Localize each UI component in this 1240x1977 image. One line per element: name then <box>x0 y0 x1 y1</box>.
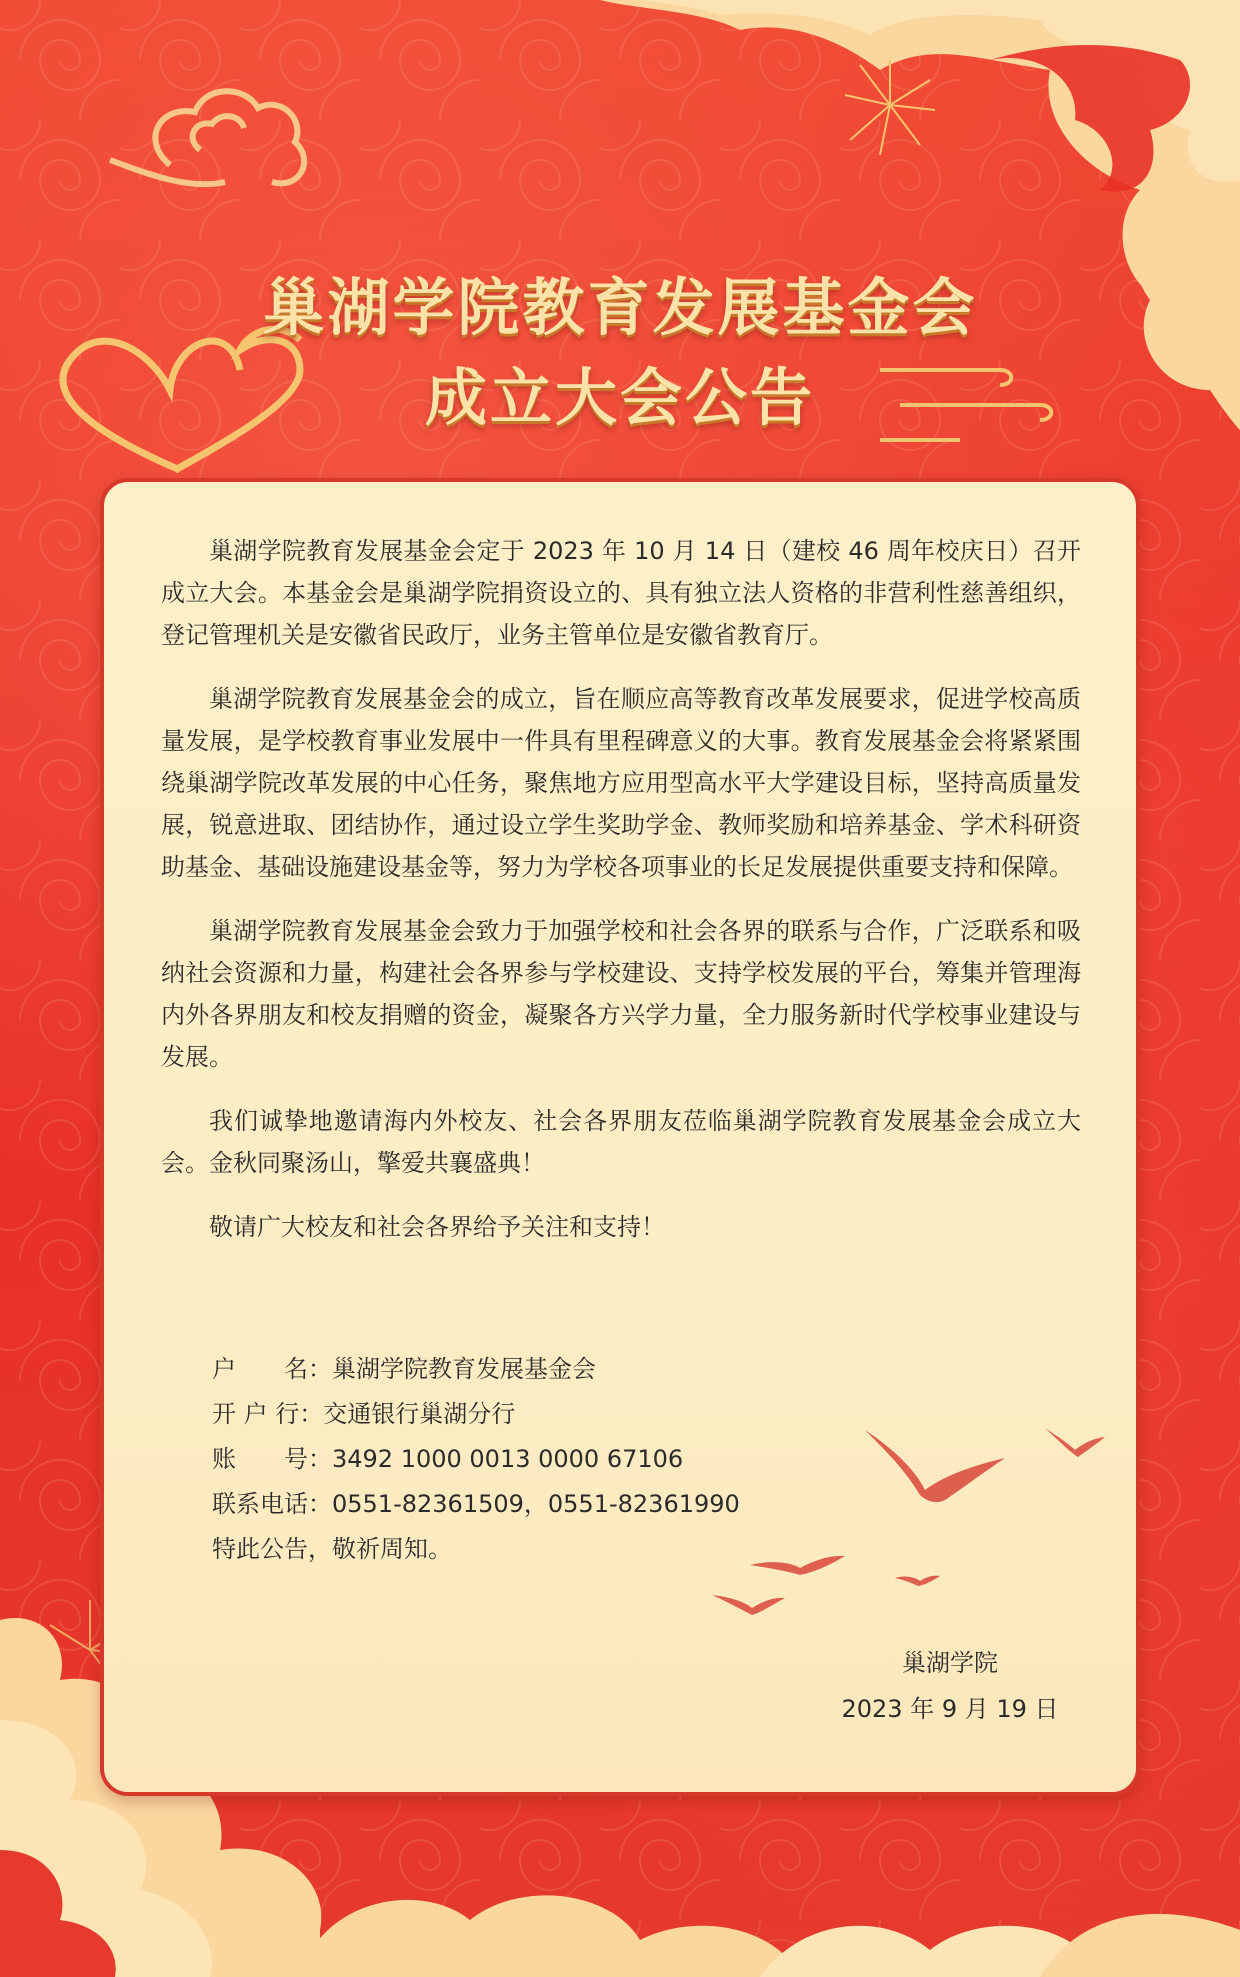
phone-label: 联系电话： <box>212 1490 332 1518</box>
paragraph-4: 我们诚挚地邀请海内外校友、社会各界朋友莅临巢湖学院教育发展基金会成立大会。金秋同聚汤山，擎爱共襄盛典！ <box>161 1107 1081 1177</box>
paragraph-3: 巢湖学院教育发展基金会致力于加强学校和社会各界的联系与合作，广泛联系和吸纳社会资源和力量，构建社会各界参与学校建设、支持学校发展的平台，筹集并管理海内外各界朋友和校友捐赠的资金，凝聚各方兴学力量，全力服务新时代学校事业建设与发展。 <box>161 917 1081 1071</box>
closing-line: 敬请广大校友和社会各界给予关注和支持！ <box>209 1213 665 1241</box>
bank-value: 交通银行巢湖分行 <box>323 1400 516 1428</box>
phone-value: 0551-82361509，0551-82361990 <box>332 1490 740 1518</box>
title-line-1: 巢湖学院教育发展基金会 <box>262 271 978 344</box>
paragraph-2: 巢湖学院教育发展基金会的成立，旨在顺应高等教育改革发展要求，促进学校高质量发展，是学校教育事业发展中一件具有里程碑意义的大事。教育发展基金会将紧紧围绕巢湖学院改革发展的中心任务，聚焦地方应用型高水平大学建设目标，坚持高质量发展，锐意进取、团结协作，通过设立学生奖助学金、教师奖励和培养基金、学术科研资助基金、基础设施建设基金等，努力为学校各项事业的长足发展提供重要支持和保障。 <box>161 685 1081 881</box>
account-number-value: 3492 1000 0013 0000 67106 <box>332 1445 684 1473</box>
title-line-2: 成立大会公告 <box>424 361 815 434</box>
signature-date: 2023 年 9 月 19 日 <box>841 1695 1059 1723</box>
signature-block <box>800 1640 1100 1732</box>
account-name-value: 巢湖学院教育发展基金会 <box>332 1355 596 1383</box>
account-number-label: 账 号： <box>212 1445 332 1473</box>
account-name-label: 户 名： <box>212 1355 332 1383</box>
paragraph-1: 巢湖学院教育发展基金会定于 2023 年 10 月 14 日（建校 46 周年校庆日）召开成立大会。本基金会是巢湖学院捐资设立的、具有独立法人资格的非营利性慈善组织，登记管理机关是安徽省民政厅，业务主管单位是安徽省教育厅。 <box>161 537 1081 649</box>
signature-org: 巢湖学院 <box>902 1649 998 1677</box>
notice-end: 特此公告，敬祈周知。 <box>212 1535 452 1563</box>
bank-label: 开 户 行： <box>212 1400 324 1428</box>
